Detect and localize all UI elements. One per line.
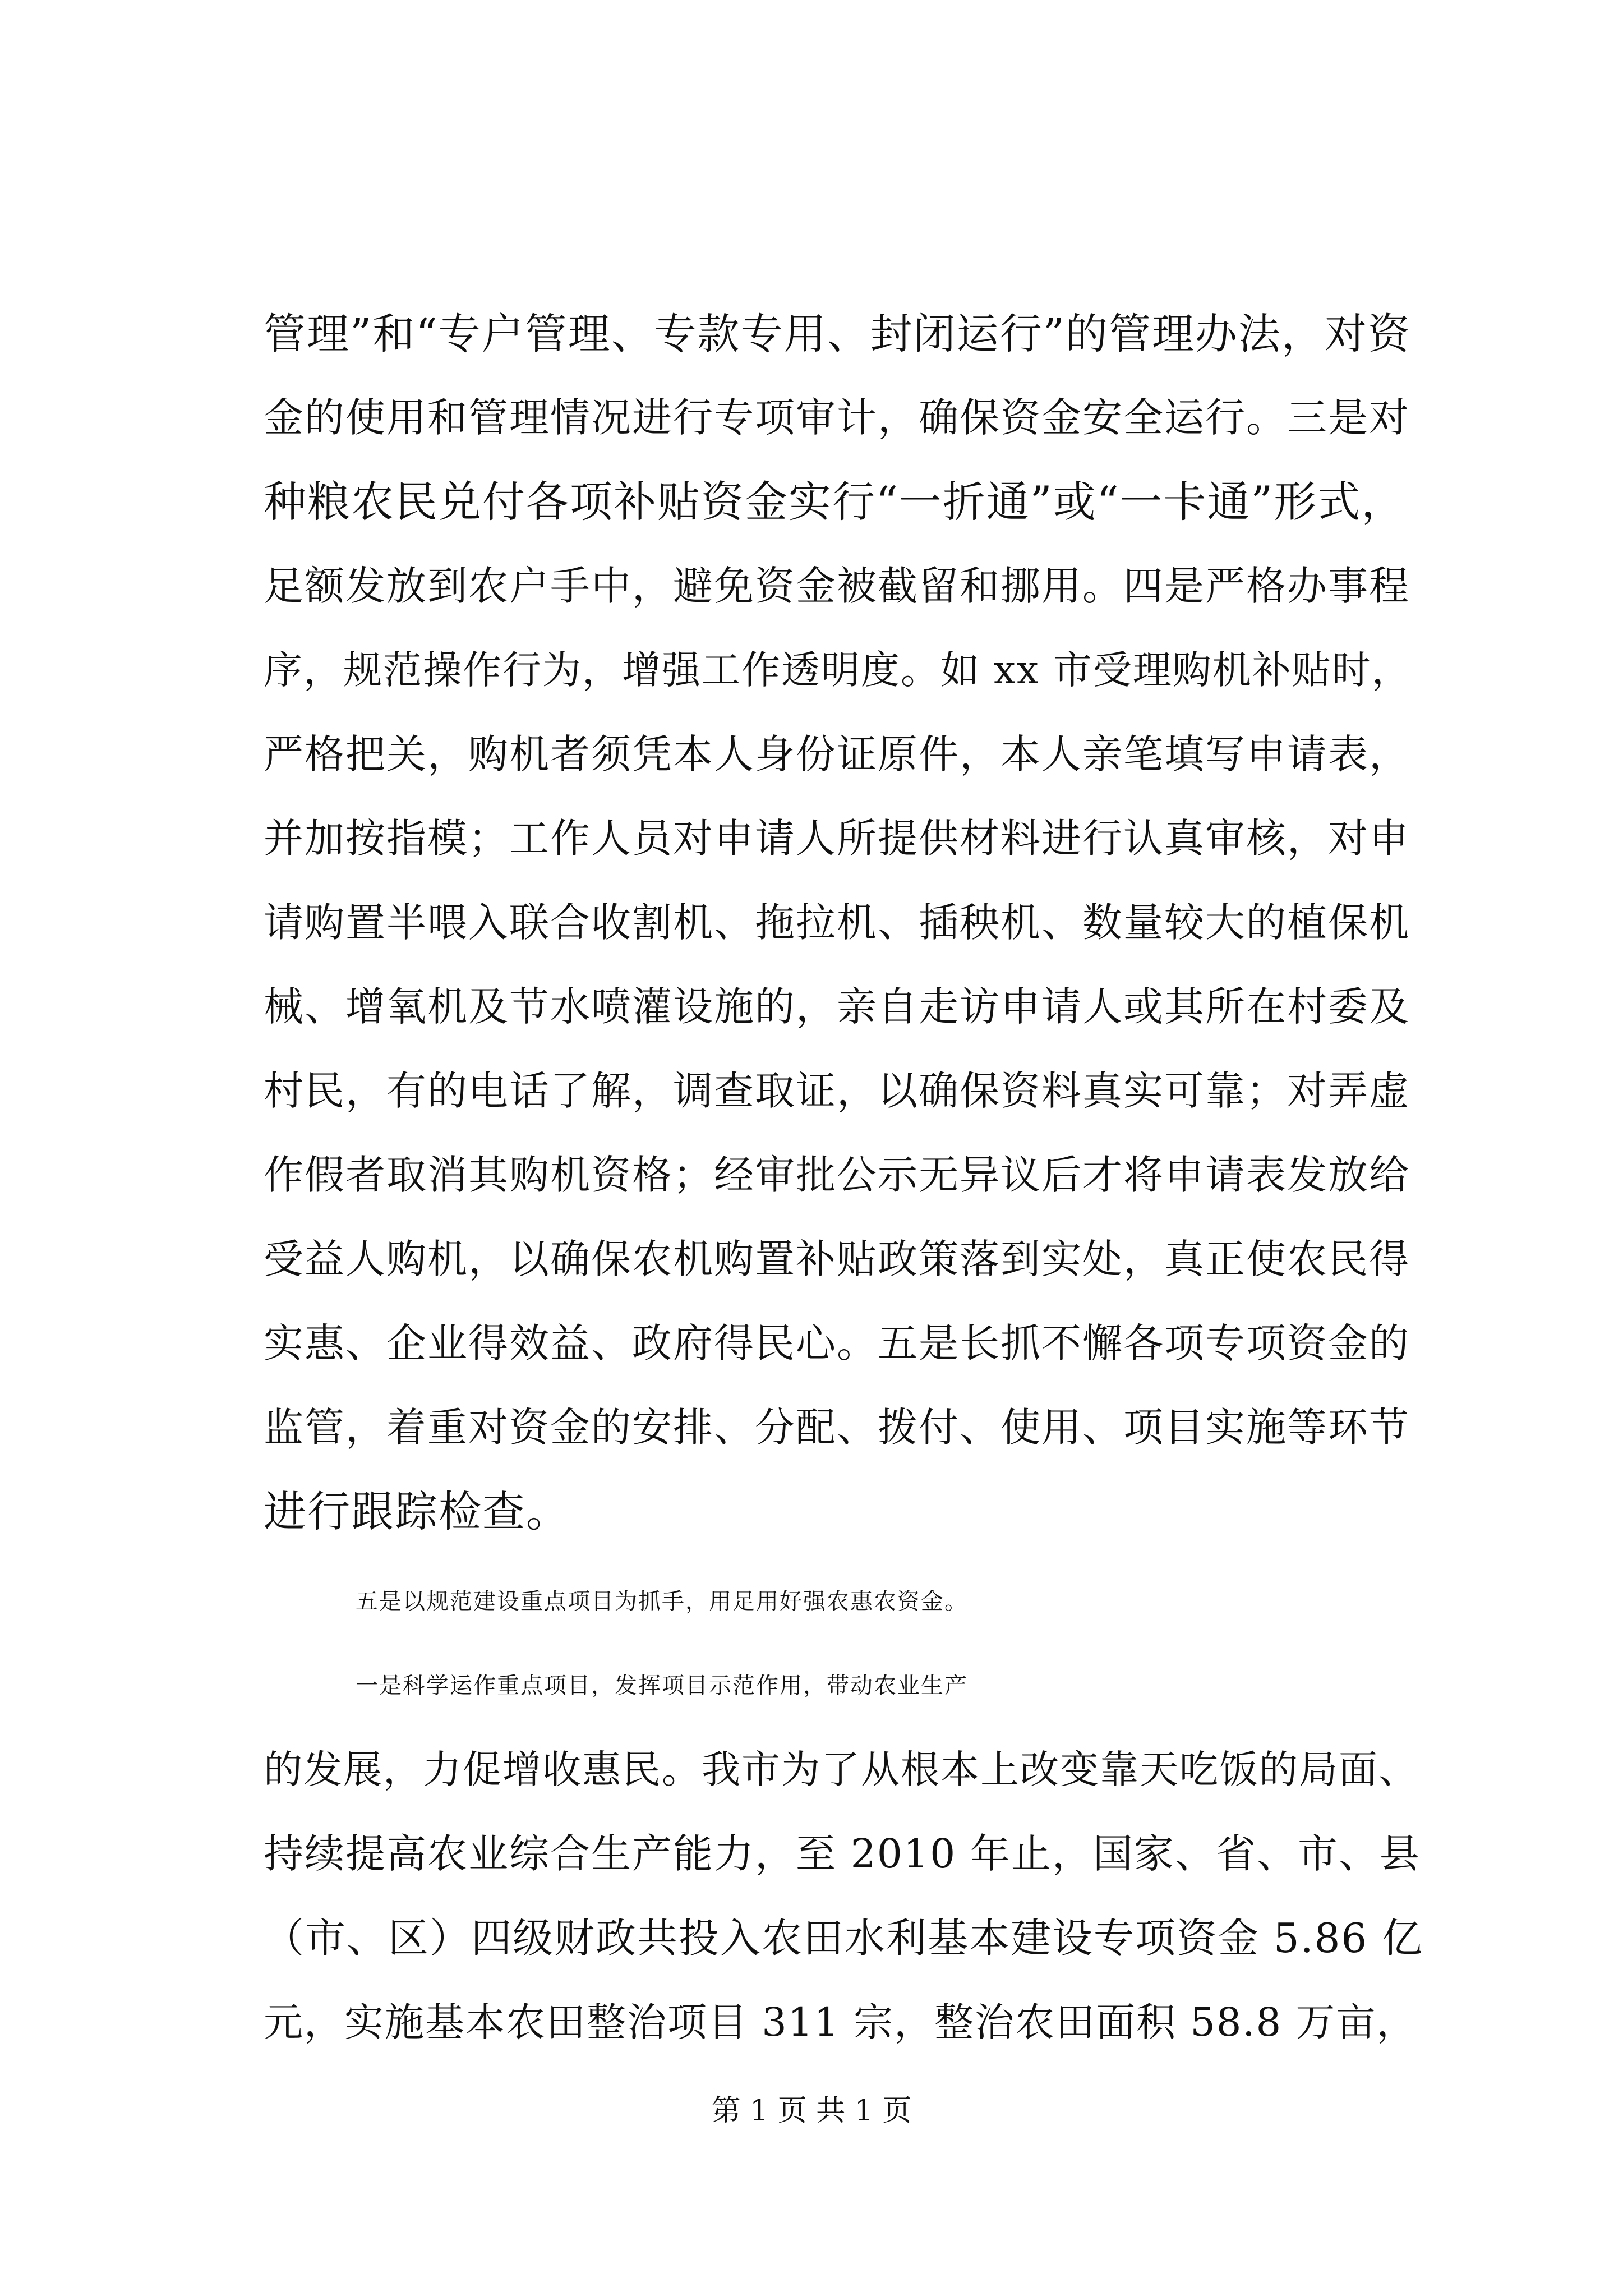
- text-line: 持续提高农业综合生产能力，至 2010 年止，国家、省、市、县: [264, 1830, 1421, 1877]
- text-line: 金的使用和管理情况进行专项审计，确保资金安全运行。三是对: [264, 394, 1410, 441]
- text-line: 元，实施基本农田整治项目 311 宗，整治农田面积 58.8 万亩，: [264, 1999, 1417, 2045]
- text-line: 作假者取消其购机资格；经审批公示无异议后才将申请表发放给: [264, 1152, 1410, 1198]
- text-line: 一是科学运作重点项目，发挥项目示范作用，带动农业生产: [356, 1673, 968, 1699]
- text-line: 请购置半喂入联合收割机、拖拉机、插秧机、数量较大的植保机: [264, 899, 1410, 946]
- page-footer: 第 1 页 共 1 页: [711, 2094, 912, 2128]
- text-line: 严格把关，购机者须凭本人身份证原件，本人亲笔填写申请表，: [264, 731, 1410, 777]
- paragraph-heading: 五是以规范建设重点项目为抓手，用足用好强农惠农资金。: [356, 1589, 968, 1614]
- text-line: 种粮农民兑付各项补贴资金实行“一折通”或“一卡通”形式，: [264, 477, 1405, 527]
- text-line: 受益人购机，以确保农机购置补贴政策落到实处，真正使农民得: [264, 1236, 1410, 1282]
- text-line: 械、增氧机及节水喷灌设施的，亲自走访申请人或其所在村委及: [264, 983, 1410, 1030]
- text-line: 序，规范操作行为，增强工作透明度。如 xx 市受理购机补贴时，: [264, 648, 1412, 693]
- text-line: 管理”和“专户管理、专款专用、封闭运行”的管理办法，对资: [264, 309, 1412, 358]
- text-line: 的发展，力促增收惠民。我市为了从根本上改变靠天吃饭的局面、: [264, 1747, 1418, 1792]
- text-line: 足额发放到农户手中，避免资金被截留和挪用。四是严格办事程: [264, 563, 1410, 609]
- text-line: 并加按指模；工作人员对申请人所提供材料进行认真审核，对申: [264, 815, 1410, 862]
- text-line: 监管，着重对资金的安排、分配、拨付、使用、项目实施等环节: [264, 1404, 1410, 1451]
- text-line: 进行跟踪检查。: [264, 1487, 570, 1536]
- text-line: 实惠、企业得效益、政府得民心。五是长抓不懈各项专项资金的: [264, 1320, 1410, 1366]
- text-line: （市、区）四级财政共投入农田水利基本建设专项资金 5.86 亿: [264, 1915, 1424, 1962]
- text-line: 村民，有的电话了解，调查取证，以确保资料真实可靠；对弄虚: [264, 1068, 1410, 1114]
